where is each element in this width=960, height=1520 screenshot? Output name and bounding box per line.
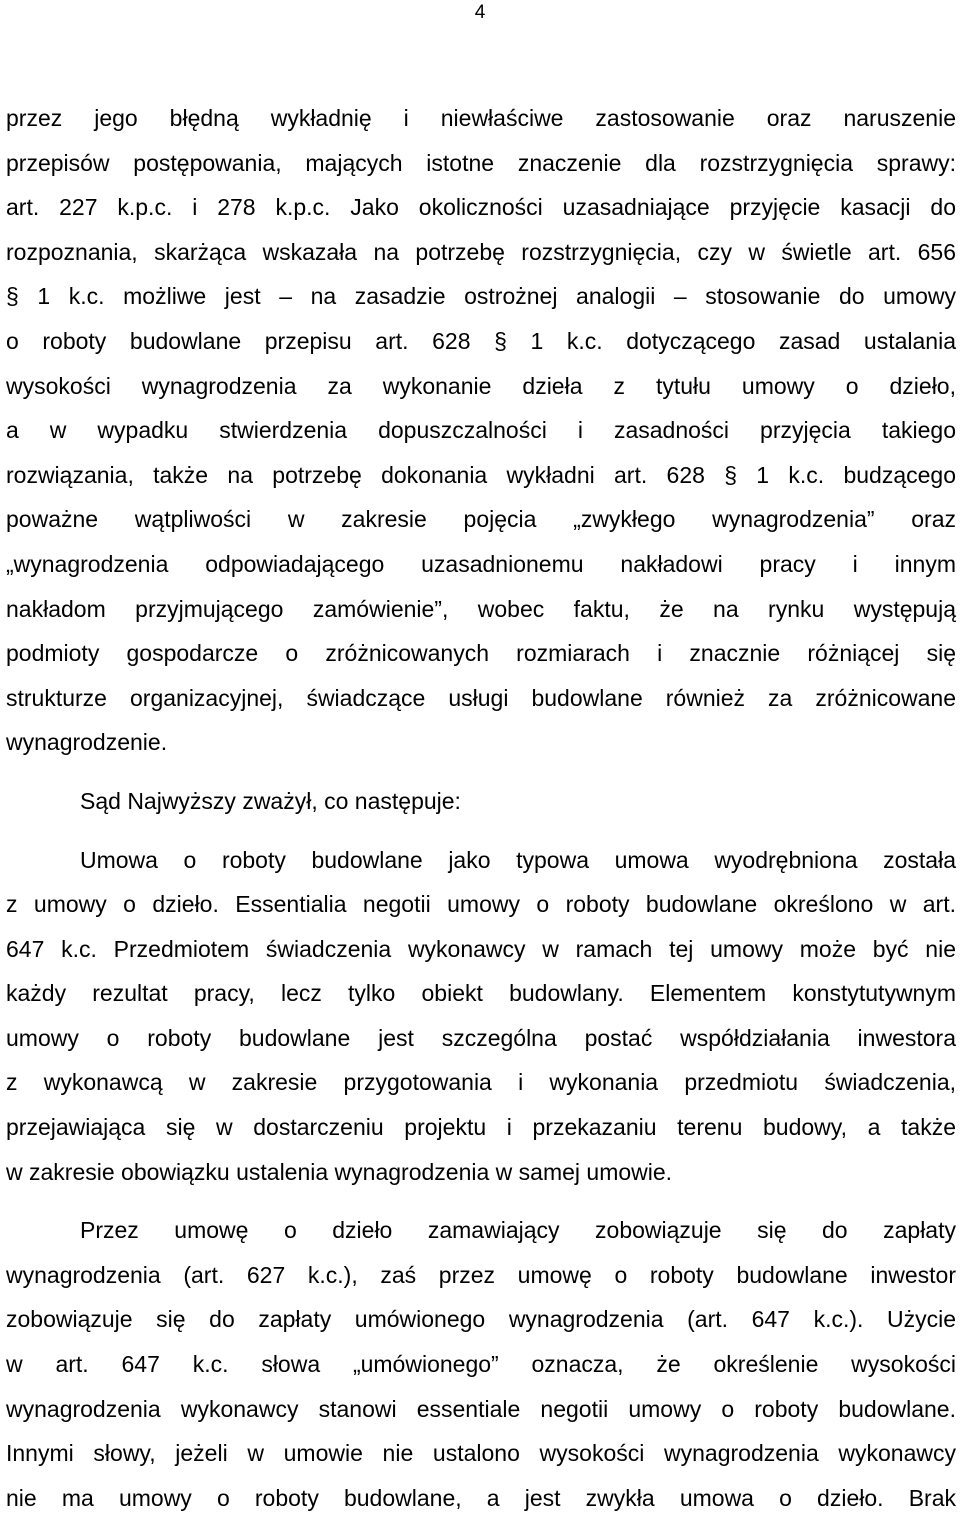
text-line: w art. 647 k.c. słowa „umówionego” oznacza, że określenie wysokości [6, 1351, 956, 1378]
text-line: wynagrodzenie. [6, 729, 168, 756]
text-line: przepisów postępowania, mających istotne znaczenie dla rozstrzygnięcia sprawy: [6, 149, 956, 176]
text-line: przejawiająca się w dostarczeniu projektu i przekazaniu terenu budowy, a także [6, 1114, 956, 1141]
text-line: przez jego błędną wykładnię i niewłaściwe zastosowanie oraz naruszenie [6, 105, 956, 131]
text-line: z wykonawcą w zakresie przygotowania i wykonania przedmiotu świadczenia, [6, 1069, 956, 1096]
paragraph-3 [6, 1208, 956, 1520]
heading-line: Sąd Najwyższy zważył, co następuje: [80, 787, 461, 814]
text-line: rozpoznania, skarżąca wskazała na potrzebę rozstrzygnięcia, czy w świetle art. 656 [6, 238, 956, 265]
document-body [6, 96, 956, 1520]
text-line: Umowa o roboty budowlane jako typowa umowa wyodrębniona została [80, 846, 956, 873]
text-line: nakładom przyjmującego zamówienie”, wobec faktu, że na rynku występują [6, 595, 956, 622]
text-line: w zakresie obowiązku ustalenia wynagrodzenia w samej umowie. [6, 1158, 673, 1185]
paragraph-1 [6, 96, 956, 765]
text-line: nie ma umowy o roboty budowlane, a jest zwykła umowa o dzieło. Brak [6, 1484, 956, 1511]
text-line: z umowy o dzieło. Essentialia negotii umowy o roboty budowlane określono w art. [6, 891, 956, 918]
text-line: wynagrodzenia wykonawcy stanowi essentiale negotii umowy o roboty budowlane. [6, 1395, 956, 1422]
text-line: poważne wątpliwości w zakresie pojęcia „zwykłego wynagrodzenia” oraz [6, 506, 956, 533]
text-line: podmioty gospodarcze o zróżnicowanych rozmiarach i znacznie różniącej się [6, 640, 956, 667]
text-line: rozwiązania, także na potrzebę dokonania wykładni art. 628 § 1 k.c. budzącego [6, 461, 956, 488]
text-line: § 1 k.c. możliwe jest – na zasadzie ostrożnej analogii – stosowanie do umowy [6, 283, 956, 310]
text-line: wynagrodzenia (art. 627 k.c.), zaś przez umowę o roboty budowlane inwestor [6, 1261, 956, 1288]
text-line: 647 k.c. Przedmiotem świadczenia wykonawcy w ramach tej umowy może być nie [6, 935, 956, 962]
text-line: art. 227 k.p.c. i 278 k.p.c. Jako okoliczności uzasadniające przyjęcie kasacji do [6, 194, 956, 221]
text-line: o roboty budowlane przepisu art. 628 § 1 k.c. dotyczącego zasad ustalania [6, 327, 956, 354]
text-line: strukturze organizacyjnej, świadczące usługi budowlane również za zróżnicowane [6, 684, 956, 711]
section-heading [6, 779, 956, 824]
text-line: wysokości wynagrodzenia za wykonanie dzieła z tytułu umowy o dzieło, [6, 372, 956, 399]
text-line: zobowiązuje się do zapłaty umówionego wynagrodzenia (art. 647 k.c.). Użycie [6, 1306, 956, 1333]
text-line: umowy o roboty budowlane jest szczególna postać współdziałania inwestora [6, 1024, 956, 1051]
text-line: każdy rezultat pracy, lecz tylko obiekt budowlany. Elementem konstytutywnym [6, 980, 956, 1007]
text-line: Przez umowę o dzieło zamawiający zobowiązuje się do zapłaty [80, 1217, 956, 1244]
text-line: „wynagrodzenia odpowiadającego uzasadnionemu nakładowi pracy i innym [6, 550, 956, 577]
text-line: Innymi słowy, jeżeli w umowie nie ustalono wysokości wynagrodzenia wykonawcy [6, 1440, 956, 1467]
page-number: 4 [474, 2, 486, 23]
paragraph-2 [6, 838, 956, 1195]
text-line: a w wypadku stwierdzenia dopuszczalności i zasadności przyjęcia takiego [6, 417, 956, 444]
